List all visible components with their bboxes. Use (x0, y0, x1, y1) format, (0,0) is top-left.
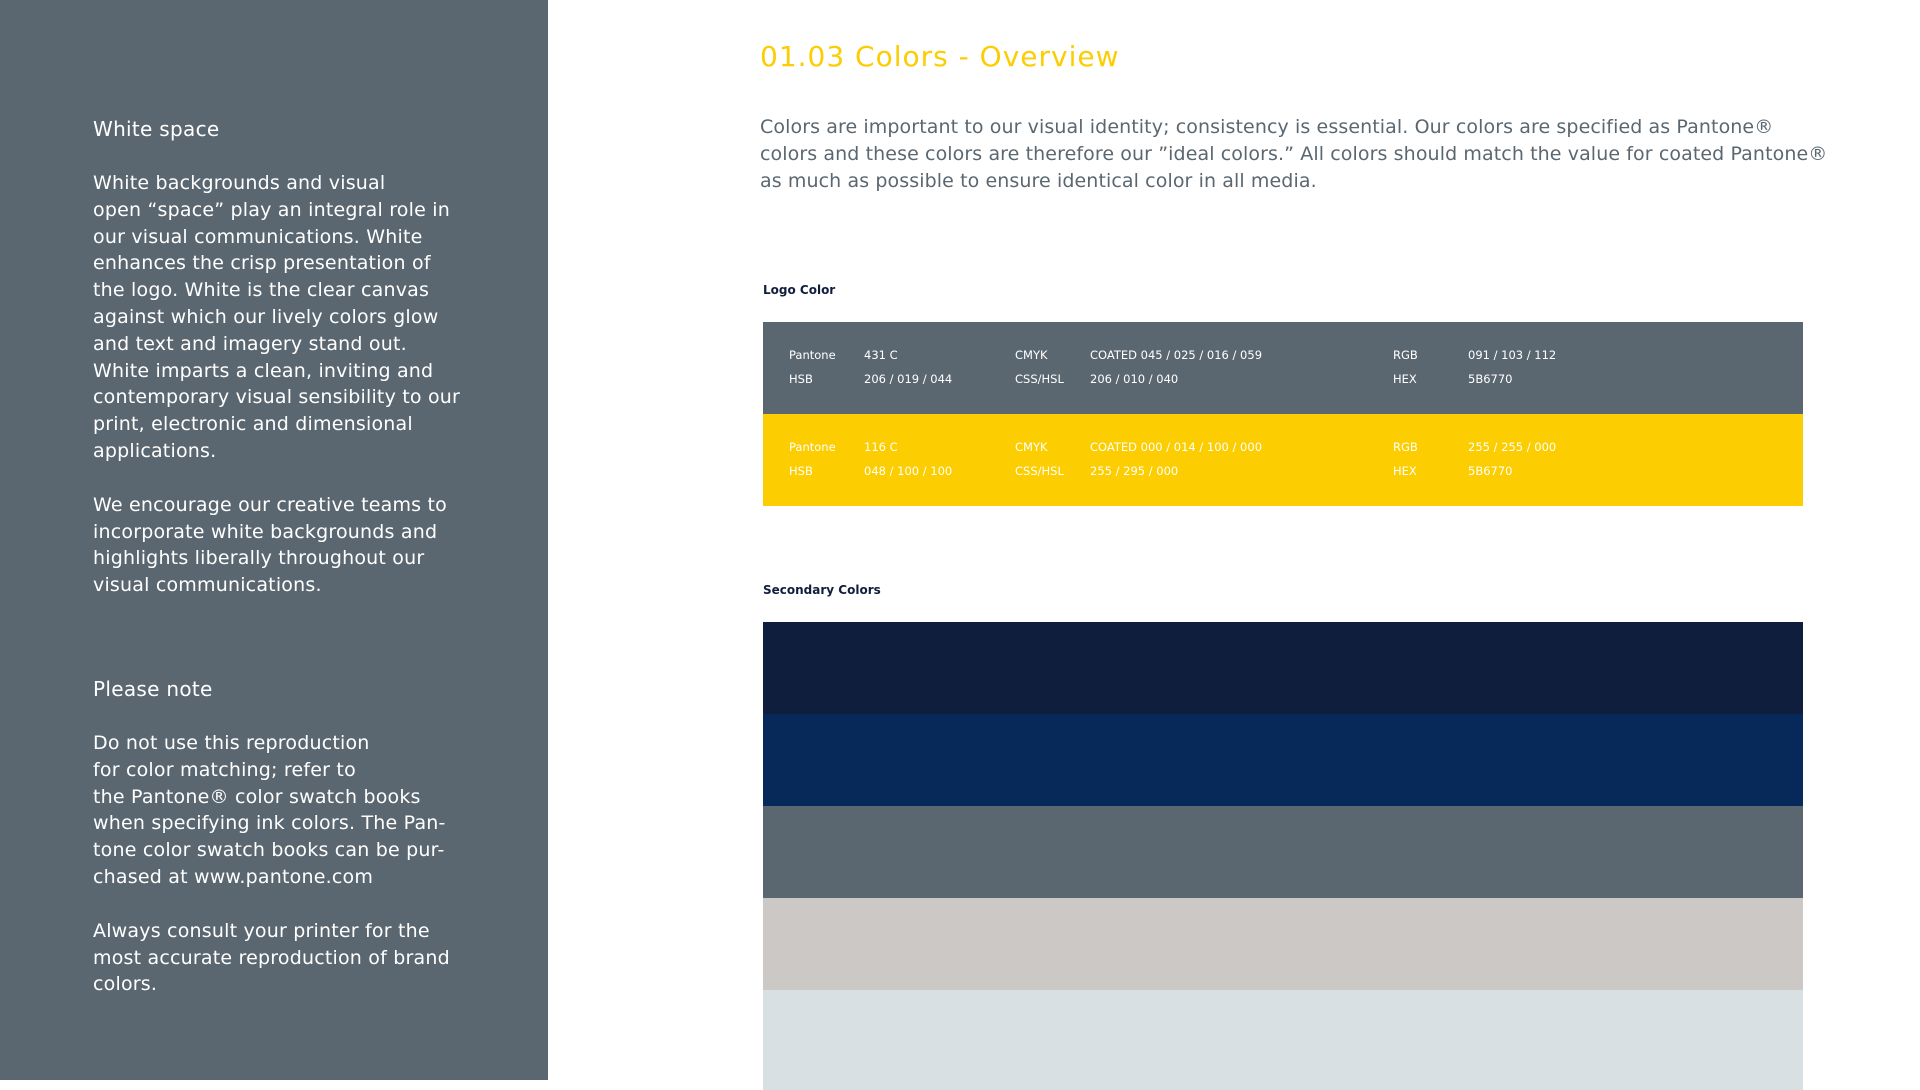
sidebar (0, 0, 548, 1080)
secondary-color-swatch (763, 898, 1803, 990)
css-hsl-value: 206 / 010 / 040 (1090, 372, 1179, 386)
rgb-label: RGB (1393, 348, 1418, 362)
logo-color-table (763, 322, 1803, 506)
secondary-color-swatch (763, 622, 1803, 714)
logo-color-row (763, 322, 1803, 414)
hsb-value: 048 / 100 / 100 (864, 464, 953, 478)
secondary-color-swatch (763, 714, 1803, 806)
css-hsl-label: CSS/HSL (1015, 464, 1064, 478)
please-note-heading: Please note (93, 677, 213, 701)
white-space-heading: White space (93, 117, 220, 141)
white-space-paragraph: White backgrounds and visual open “space” play an integral role in our visual communications. White enhances the crisp presentation of the logo. White is the clear canvas against which our lively colors glow and text and imagery stand out. White imparts a clean, inviting and contemporary visual sensibility to our print, electronic and dimensional applications. (93, 172, 461, 462)
main-content (760, 0, 1920, 1080)
cmyk-value: COATED 000 / 014 / 100 / 000 (1090, 440, 1263, 454)
please-note-paragraph: Do not use this reproduction for color matching; refer to the Pantone® color swatch books when specifying ink colors. The Pan- tone color swatch books can be pur- chased at www.pantone.com (93, 732, 446, 888)
logo-color-label: Logo Color (763, 283, 836, 297)
secondary-color-swatches (763, 622, 1803, 1090)
please-note-section (93, 676, 473, 1025)
logo-color-row (763, 414, 1803, 506)
cmyk-label: CMYK (1015, 348, 1048, 362)
white-space-section (93, 116, 473, 626)
secondary-color-swatch (763, 806, 1803, 898)
pantone-label: Pantone (789, 348, 836, 362)
rgb-value: 091 / 103 / 112 (1468, 348, 1557, 362)
intro-text: Colors are important to our visual identity; consistency is essential. Our colors are specified as Pantone® colors and these colors are therefore our ”ideal colors.” All colors should match the value for coated Pantone® as much as possible to ensure identical color in all media. (760, 116, 1828, 192)
hsb-label: HSB (789, 464, 813, 478)
pantone-label: Pantone (789, 440, 836, 454)
secondary-colors-label: Secondary Colors (763, 583, 881, 597)
css-hsl-label: CSS/HSL (1015, 372, 1064, 386)
pantone-value: 116 C (864, 440, 898, 454)
cmyk-value: COATED 045 / 025 / 016 / 059 (1090, 348, 1263, 362)
white-space-paragraph: We encourage our creative teams to incorporate white backgrounds and highlights liberally throughout our visual communications. (93, 493, 447, 597)
rgb-label: RGB (1393, 440, 1418, 454)
hsb-label: HSB (789, 372, 813, 386)
hex-value: 5B6770 (1468, 372, 1513, 386)
hex-label: HEX (1393, 372, 1417, 386)
pantone-value: 431 C (864, 348, 898, 362)
hsb-value: 206 / 019 / 044 (864, 372, 953, 386)
please-note-paragraph: Always consult your printer for the most accurate reproduction of brand colors. (93, 919, 450, 996)
css-hsl-value: 255 / 295 / 000 (1090, 464, 1179, 478)
hex-label: HEX (1393, 464, 1417, 478)
cmyk-label: CMYK (1015, 440, 1048, 454)
secondary-color-swatch (763, 990, 1803, 1090)
hex-value: 5B6770 (1468, 464, 1513, 478)
page-title: 01.03 Colors - Overview (760, 40, 1120, 73)
rgb-value: 255 / 255 / 000 (1468, 440, 1557, 454)
